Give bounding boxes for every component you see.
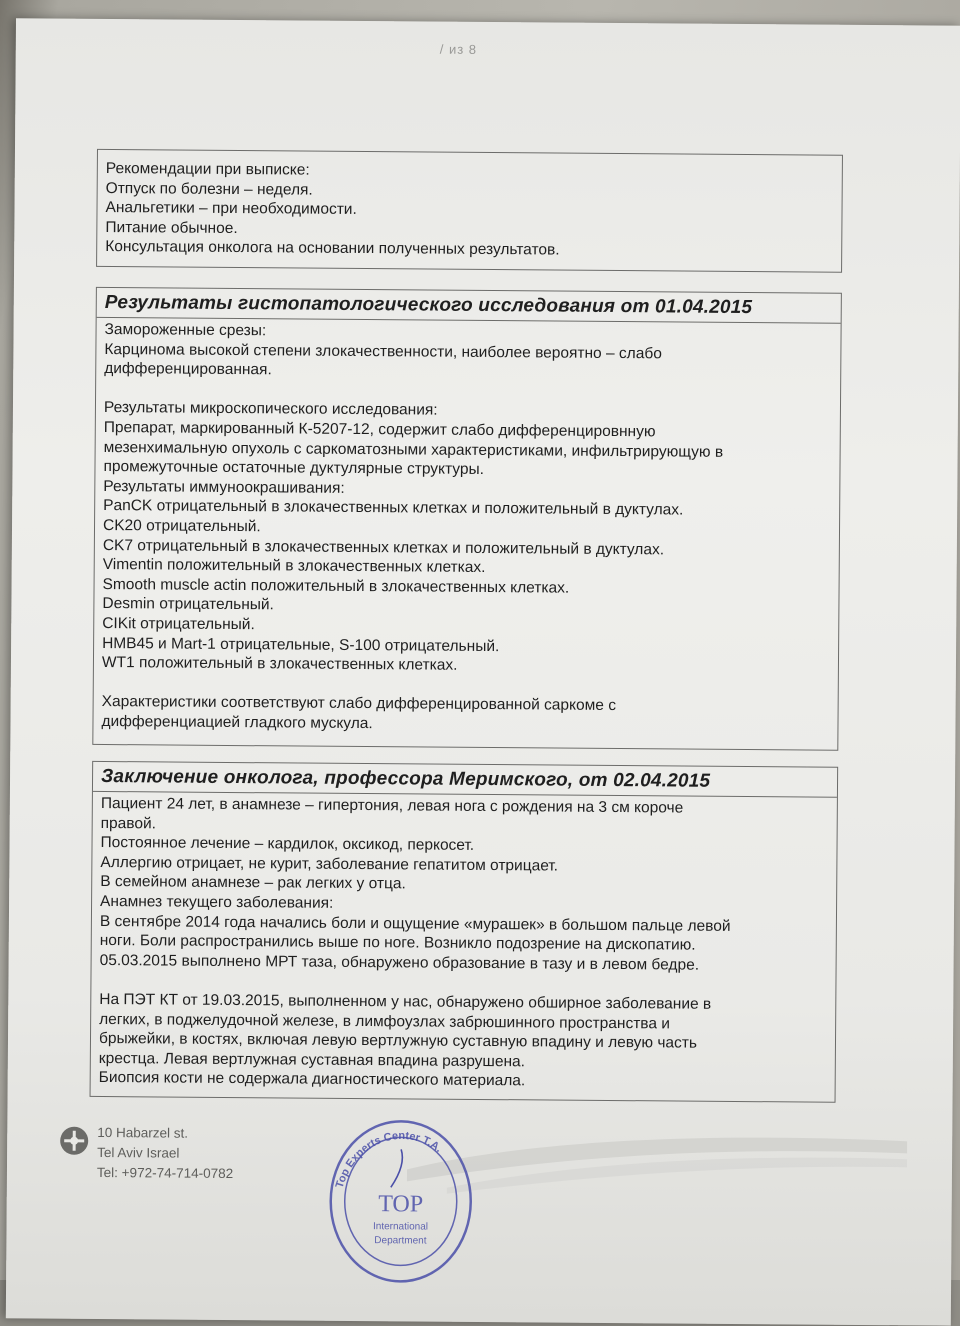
phone-number: Tel: +972-74-714-0782 [96,1164,234,1182]
oncologist-heading: Заключение онколога, профессора Меримского, от 02.04.2015 [93,762,837,798]
address-line-1: 10 Habarzel st. [97,1124,189,1141]
text-line: На ПЭТ КТ от 19.03.2015, выполненном у нас, обнаружено обширное заболевание в [99,990,712,1013]
text-line: дифференциацией гладкого мускула. [101,712,373,732]
text-line: PanCK отрицательный в злокачественных клетках и положительный в дуктулах. [103,497,684,519]
text-line: CK20 отрицательный. [102,516,261,536]
recommendations-box [96,149,843,273]
histopathology-heading: Результаты гистопатологического исследования от 01.04.2015 [97,288,841,324]
text-line: Vimentin положительный в злокачественных клетках. [102,556,486,577]
text-line: Анамнез текущего заболевания: [100,892,334,912]
text-line: Биопсия кости не содержала диагностического материала. [98,1069,526,1090]
text-line: Аллергию отрицает, не курит, заболевание гепатитом отрицает. [100,853,559,875]
oncologist-text [91,792,837,1098]
stamp-logo-text: TOP [378,1191,424,1218]
text-line: Результаты иммуноокрашивания: [103,477,345,497]
text-line: В семейном анамнезе – рак легких у отца. [100,873,406,893]
text-line: Питание обычное. [105,218,238,237]
stamp-top-text: Top Experts Center T.A. [333,1129,445,1190]
stamp-line-2: Department [374,1235,427,1247]
text-line: Карцинома высокой степени злокачественности, наиболее вероятно – слабо [104,340,662,362]
histopathology-box [92,287,842,751]
text-line: Замороженные срезы: [104,320,267,340]
text-line: 05.03.2015 выполнено МРТ таза, обнаружено образование в тазу и в левом бедре. [99,951,700,974]
text-line: В сентябре 2014 года начались боли и ощущение «мурашек» в большом пальце левой [99,912,731,935]
text-line: Постоянное лечение – кардилок, оксикод, перкосет. [100,834,475,855]
text-line: правой. [100,814,157,833]
page-number: / из 8 [439,41,478,57]
text-line: легких, в поджелудочной железе, в лимфоузлах забрюшинного пространства и [99,1010,671,1032]
text-line: промежуточные остаточные дуктулярные структуры. [103,458,485,479]
text-line: Характеристики соответствуют слабо дифференцированной саркоме с [101,693,617,715]
text-line: Результаты микроскопического исследования: [103,399,438,419]
stamp-line-1: International [372,1221,429,1233]
svg-text:Top Experts Center T.A. [334,1129,445,1190]
recommendations-text [97,150,842,267]
address-line-2: Tel Aviv Israel [97,1144,180,1161]
text-line: брыжейки, в костях, включая левую вертлужную суставную впадину и левую часть [98,1030,698,1052]
text-line: Desmin отрицательный. [102,595,274,614]
text-line: мезенхимальную опухоль с саркоматозными характеристиками, инфильтрирующую в [103,438,724,461]
text-line: CIKit отрицательный. [102,614,255,634]
decorative-ribbon [407,1129,907,1197]
text-line: Препарат, маркированный К-5207-12, содержит слабо дифференцировнную [103,418,656,441]
clinic-stamp [320,1101,481,1292]
text-line: Пациент 24 лет, в анамнезе – гипертония, левая нога с рождения на 3 см короче [100,794,684,817]
text-line: ноги. Боли распространились выше по ноге. Возникло подозрение на дископатию. [99,932,696,954]
oncologist-box [90,761,839,1103]
document-page [6,18,960,1325]
text-line: CK7 отрицательный в злокачественных клетках и положительный в дуктулах. [102,536,665,558]
text-line: Отпуск по болезни – неделя. [105,179,313,199]
text-line: HMB45 и Mart-1 отрицательные, S-100 отрицательный. [102,634,500,655]
footer-address [59,1123,234,1184]
text-line: дифференцированная. [104,360,272,379]
text-line: Анальгетики – при необходимости. [105,199,357,219]
text-line: Рекомендации при выписке: [105,159,310,179]
histopathology-text [93,318,840,741]
text-line: крестца. Левая вертлужная суставная впадина разрушена. [98,1049,526,1071]
text-line: Smooth muscle actin положительный в злокачественных клетках. [102,575,570,597]
text-line: WT1 положительный в злокачественных клетках. [101,654,458,674]
text-line: Консультация онколога на основании полученных результатов. [105,238,560,259]
clinic-logo-icon [59,1126,89,1156]
